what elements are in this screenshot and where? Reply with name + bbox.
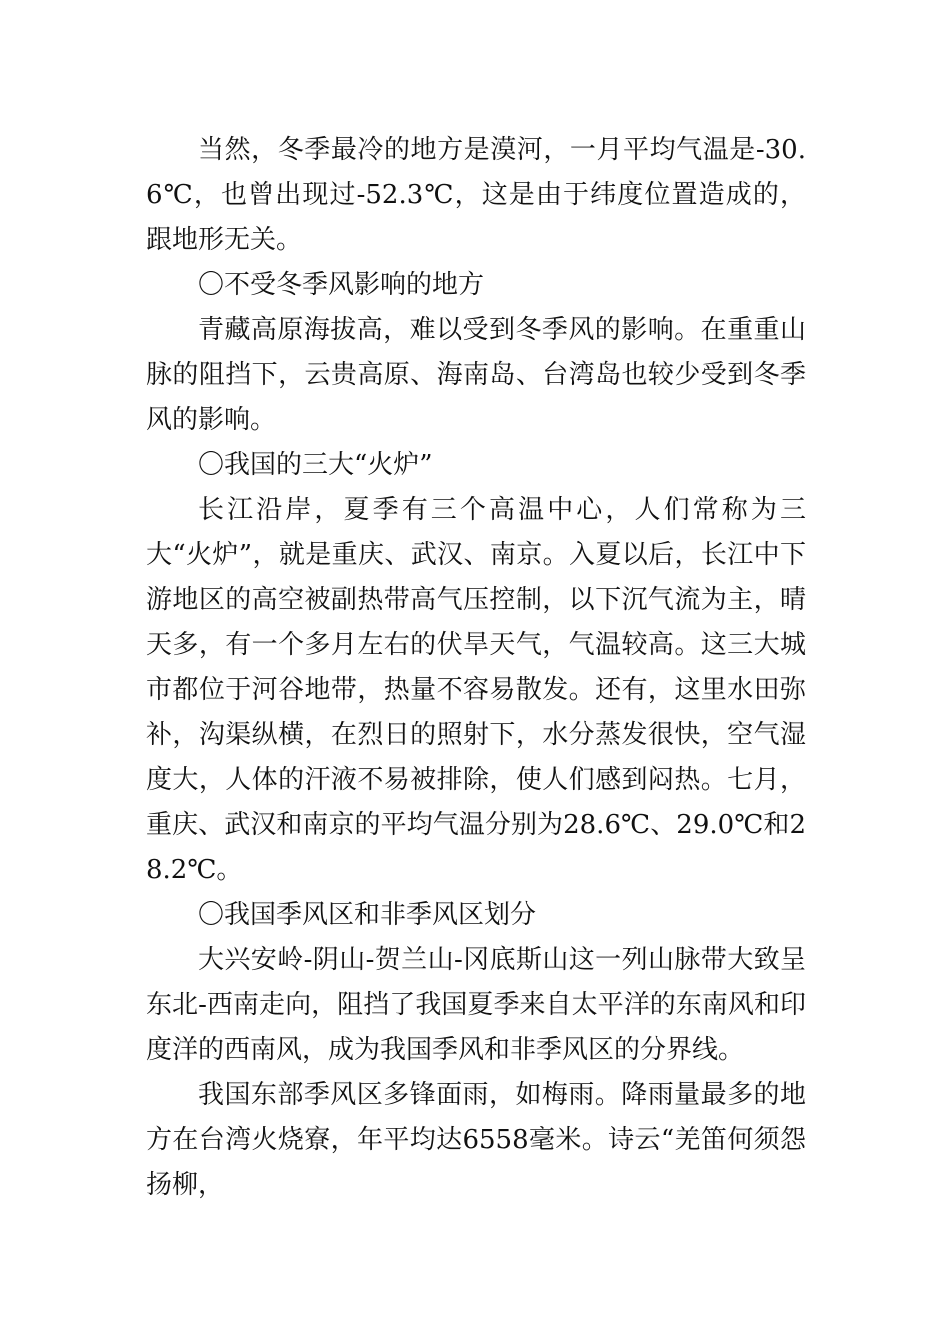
document-body — [146, 128, 806, 1208]
paragraph-mohe-temperature: 当然，冬季最冷的地方是漠河，一月平均气温是-30.6℃，也曾出现过-52.3℃，这是由于纬度位置造成的，跟地形无关。 — [146, 135, 806, 255]
paragraph-qinghai-tibet-plateau: 青藏高原海拔高，难以受到冬季风的影响。在重重山脉的阻挡下，云贵高原、海南岛、台湾岛也较少受到冬季风的影响。 — [146, 315, 806, 435]
paragraph-three-furnaces: 长江沿岸，夏季有三个高温中心，人们常称为三大“火炉”，就是重庆、武汉、南京。入夏以后，长江中下游地区的高空被副热带高气压控制，以下沉气流为主，晴天多，有一个多月左右的伏旱天气，气温较高。这三大城市都位于河谷地带，热量不容易散发。还有，这里水田弥补，沟渠纵横，在烈日的照射下，水分蒸发很快，空气湿度大，人体的汗液不易被排除，使人们感到闷热。七月，重庆、武汉和南京的平均气温分别为28.6℃、29.0℃和28.2℃。 — [146, 495, 806, 885]
section-heading-monsoon-division: 〇我国季风区和非季风区划分 — [198, 900, 537, 930]
section-heading-three-furnaces: 〇我国的三大“火炉” — [198, 450, 433, 480]
paragraph-frontal-rain: 我国东部季风区多锋面雨，如梅雨。降雨量最多的地方在台湾火烧寮，年平均达6558毫米。诗云“羌笛何须怨扬柳， — [146, 1080, 806, 1200]
paragraph-monsoon-boundary: 大兴安岭-阴山-贺兰山-冈底斯山这一列山脉带大致呈东北-西南走向，阻挡了我国夏季来自太平洋的东南风和印度洋的西南风，成为我国季风和非季风区的分界线。 — [146, 945, 806, 1065]
section-heading-no-winter-monsoon: 〇不受冬季风影响的地方 — [198, 270, 485, 300]
